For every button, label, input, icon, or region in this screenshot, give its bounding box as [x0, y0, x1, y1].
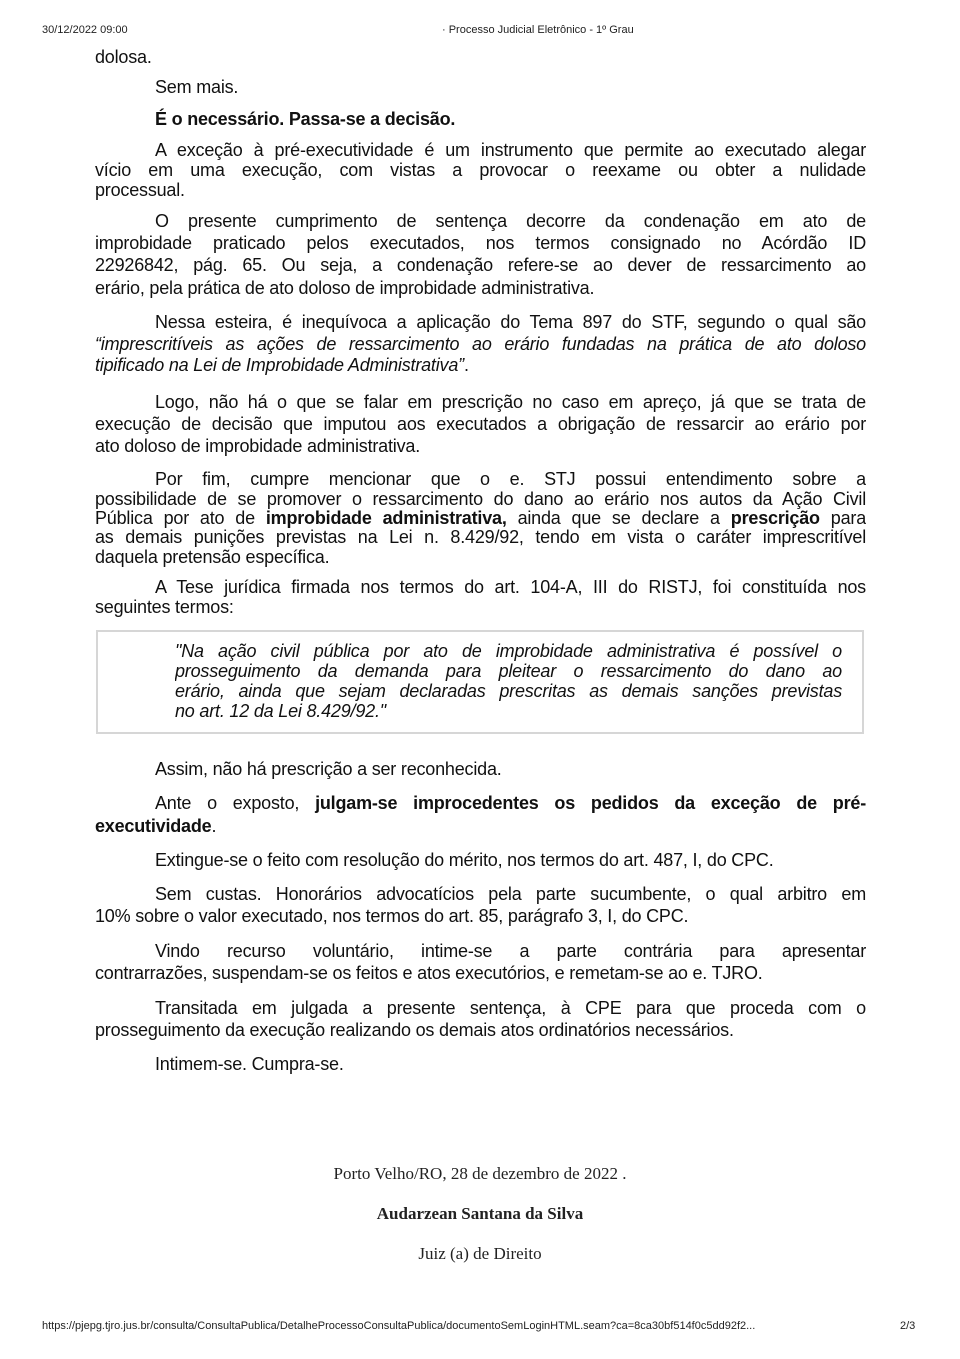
text-line [95, 940, 866, 962]
text-segment: dolosa. [95, 47, 152, 67]
text-line [95, 815, 866, 838]
paragraph [95, 470, 866, 566]
text-line [95, 391, 866, 413]
text-segment: Sem mais. [155, 77, 239, 97]
paragraph [95, 1054, 866, 1074]
judge-role: Juiz (a) de Direito [418, 1244, 542, 1263]
text-line [95, 47, 866, 67]
text-line [95, 548, 866, 567]
text-line [95, 470, 866, 489]
text-segment: Logo, não há o que se falar em prescrição no caso em apreço, já que se trata de [155, 392, 866, 412]
text-line [95, 254, 866, 276]
text-segment: Transitada em julgada a presente sentença, à CPE para que proceda com o [155, 998, 866, 1018]
text-line [175, 641, 842, 661]
text-segment: executividade [95, 815, 212, 836]
paragraph [95, 578, 866, 617]
text-segment: ato doloso de improbidade administrativa. [95, 436, 420, 456]
text-segment: 22926842, pág. 65. Ou seja, a condenação refere-se ao dever de ressarcimento ao [95, 255, 866, 276]
paragraph [95, 850, 866, 870]
text-segment: prosseguimento da demanda para pleitear o ressarcimento do dano ao [175, 661, 842, 681]
paragraph [95, 759, 866, 779]
text-line [95, 962, 866, 984]
text-line [95, 905, 866, 927]
text-line [95, 355, 866, 377]
text-segment: vício em uma execução, com vistas a provocar o reexame ou obter a nulidade [95, 160, 866, 180]
paragraph [95, 940, 866, 984]
text-line [95, 598, 866, 618]
paragraph [95, 210, 866, 299]
text-segment: prosseguimento da execução realizando os demais atos ordinatórios necessários. [95, 1020, 734, 1040]
text-line [175, 681, 842, 701]
text-segment: "Na ação civil pública por ato de improbidade administrativa é possível o [175, 641, 842, 661]
paragraph [95, 77, 866, 97]
text-segment: . [463, 355, 469, 376]
paragraph [95, 47, 866, 67]
text-line [175, 701, 842, 721]
quote-paragraph [175, 641, 842, 721]
text-segment: prescrição [730, 508, 820, 528]
text-segment: erário, ainda que sejam declaradas prescritas as demais sanções previstas [175, 681, 842, 701]
text-segment: A exceção à pré-executividade é um instrumento que permite ao executado alegar [155, 140, 866, 160]
text-segment: Assim, não há prescrição a ser reconhecida. [155, 759, 502, 779]
text-segment: Sem custas. Honorários advocatícios pela parte sucumbente, o qual arbitro em [155, 884, 866, 904]
text-line [95, 312, 866, 334]
text-line [95, 109, 866, 129]
text-line [95, 334, 866, 356]
text-line [95, 232, 866, 254]
text-line [95, 210, 866, 232]
text-segment: contrarrazões, suspendam-se os feitos e atos executórios, e remetam-se ao e. TJRO. [95, 963, 763, 983]
text-segment: . [211, 815, 217, 836]
text-segment: O presente cumprimento de sentença decorre da condenação em ato de [155, 210, 866, 231]
paragraph [95, 997, 866, 1041]
judge-name: Audarzean Santana da Silva [376, 1204, 584, 1223]
text-segment: Por fim, cumpre mencionar que o e. STJ possui entendimento sobre a [155, 470, 866, 490]
text-line [95, 140, 866, 160]
text-line [95, 277, 866, 299]
text-segment: improbidade administrativa, [265, 508, 507, 528]
text-line [95, 792, 866, 815]
text-line [95, 1054, 866, 1074]
page-url: https://pjepg.tjro.jus.br/consulta/ConsultaPublica/DetalheProcessoConsultaPublica/documentoSemLoginHTML.seam?ca=8ca30bf514f0c5dd92f2... [42, 1320, 756, 1332]
print-title: · Processo Judicial Eletrônico - 1º Grau [442, 24, 634, 36]
print-datetime: 30/12/2022 09:00 [42, 24, 128, 36]
paragraph [95, 391, 866, 457]
text-segment: Extingue-se o feito com resolução do mérito, nos termos do art. 487, I, do CPC. [155, 850, 774, 870]
text-segment: Intimem-se. Cumpra-se. [155, 1054, 344, 1074]
text-segment: para [819, 508, 866, 528]
text-segment: “imprescritíveis as ações de ressarcimento ao erário fundadas na prática de ato doloso [95, 333, 866, 354]
text-line [95, 578, 866, 598]
text-line [95, 490, 866, 509]
text-segment: Vindo recurso voluntário, intime-se a parte contrária para apresentar [155, 941, 866, 961]
text-segment: no art. 12 da Lei 8.429/92." [175, 701, 386, 721]
paragraph [95, 140, 866, 200]
text-segment: 10% sobre o valor executado, nos termos do art. 85, parágrafo 3, I, do CPC. [95, 906, 689, 926]
paragraph [95, 883, 866, 927]
page-number: 2/3 [900, 1320, 916, 1332]
text-line [95, 77, 866, 97]
text-line [95, 180, 866, 200]
text-line [95, 883, 866, 905]
text-segment: É o necessário. Passa-se a decisão. [155, 109, 456, 129]
text-segment: processual. [95, 180, 185, 200]
text-segment: A Tese jurídica firmada nos termos do art. 104-A, III do RISTJ, foi constituída nos [155, 578, 866, 598]
text-line [95, 528, 866, 547]
text-line [95, 850, 866, 870]
text-segment: possibilidade de se promover o ressarcimento do dano ao erário nos autos da Ação Civil [95, 489, 866, 509]
paragraph [95, 312, 866, 377]
text-line [95, 435, 866, 457]
text-segment: Pública por ato de [95, 508, 266, 528]
text-segment: Ante o exposto, [155, 792, 316, 813]
paragraph [95, 792, 866, 838]
text-line [95, 1019, 866, 1041]
text-line [95, 759, 866, 779]
text-segment: seguintes termos: [95, 596, 234, 617]
text-segment: as demais punições previstas na Lei n. 8.429/92, tendo em vista o caráter imprescritível [95, 528, 866, 548]
text-line [95, 160, 866, 180]
text-segment: ainda que se declare a [506, 508, 731, 528]
text-line [95, 413, 866, 435]
text-segment: Nessa esteira, é inequívoca a aplicação do Tema 897 do STF, segundo o qual são [155, 312, 866, 333]
text-segment: execução de decisão que imputou aos executados a obrigação de ressarcir ao erário por [95, 414, 866, 434]
text-segment: tipificado na Lei de Improbidade Administrativa” [95, 355, 464, 376]
text-line [95, 997, 866, 1019]
text-segment: erário, pela prática de ato doloso de improbidade administrativa. [95, 277, 595, 298]
text-line [175, 661, 842, 681]
text-line [95, 509, 866, 528]
text-segment: improbidade praticado pelos executados, nos termos consignado no Acórdão ID [95, 233, 866, 254]
place-date: Porto Velho/RO, 28 de dezembro de 2022 . [333, 1164, 627, 1183]
text-segment: julgam-se improcedentes os pedidos da exceção de pré- [315, 792, 866, 813]
paragraph [95, 109, 866, 129]
text-segment: daquela pretensão específica. [95, 546, 330, 567]
